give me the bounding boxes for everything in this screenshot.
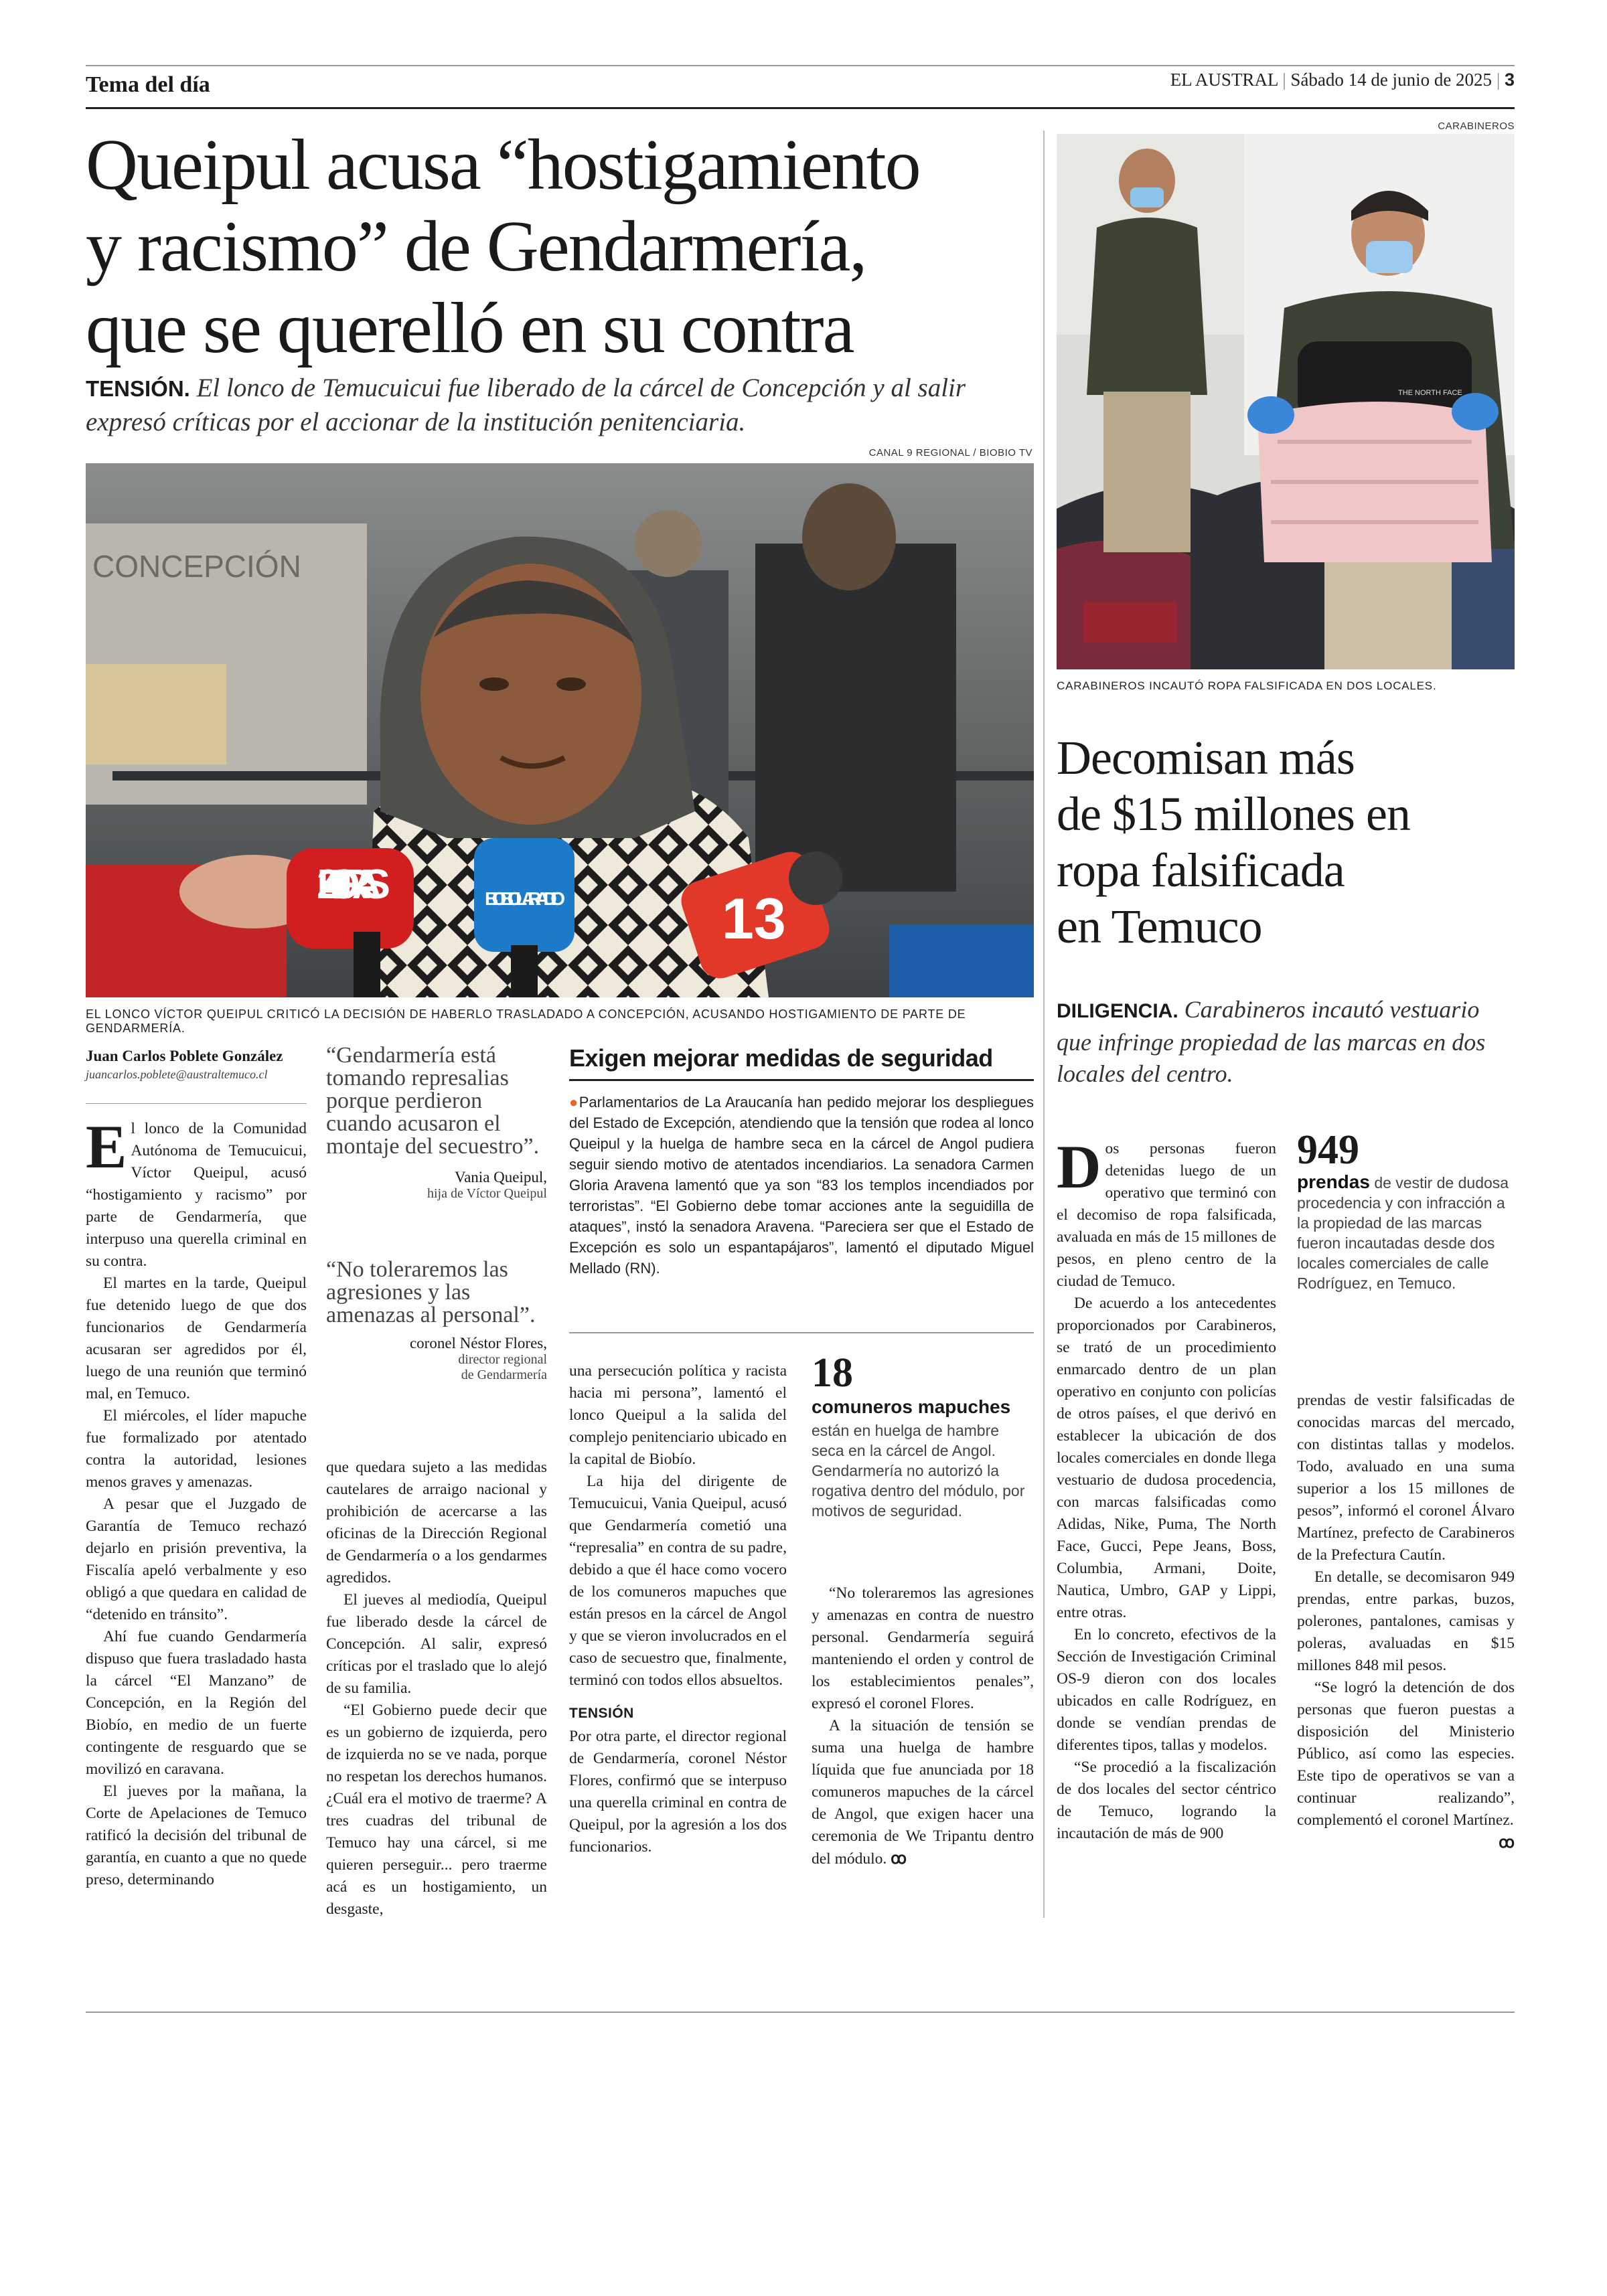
photo-credit: CANAL 9 REGIONAL / BIOBIO TV [868, 447, 1032, 459]
pull-quote-2 [326, 1258, 547, 1383]
footer-rule [86, 2012, 1515, 2013]
pull-quote-1-text: “Gendarmería está tomando represalias porque perdieron cuando acusaron el montaje del secuestro”. [326, 1043, 540, 1159]
right-headline-line-4: en Temuco [1057, 900, 1262, 953]
right-col1-p1: Dos personas fueron detenidas luego de un operativo que terminó con el decomiso de ropa falsificada, avaluada en más de 15 millones de pesos, en pleno centro de la ciudad de Temuco. [1057, 1133, 1276, 1290]
right-end-mark-icon: ꝏ [1499, 1833, 1515, 1851]
byline [86, 1048, 307, 1082]
stat-label-18: comuneros mapuches [812, 1396, 1011, 1417]
issue-date: Sábado 14 de junio de 2025 [1290, 70, 1493, 90]
jacket-logo: THE NORTH FACE [1398, 389, 1462, 397]
publication-name: EL AUSTRAL [1170, 70, 1278, 90]
headline-line-3: que se querelló en su contra [86, 289, 854, 368]
main-col4-p1: “No toleraremos las agresiones y amenazas en contra de nuestro personal. Gendarmería seguirá manteniendo el orden y control de los establecimientos penales”, expresó el coronel Flores. [812, 1584, 1034, 1712]
headline-line-2: y racismo” de Gendarmería, [86, 207, 866, 286]
stat-desc-949 [1297, 1172, 1515, 1293]
main-col1-p2: El martes en la tarde, Queipul fue detenido luego de que dos funcionarios de Gendarmería acusaran ser agredidos por él, luego de una reunión que terminó mal, en Temuco. [86, 1275, 307, 1402]
sidebar-bottom-rule [569, 1332, 1034, 1333]
main-photo-illustration [86, 463, 1034, 997]
sidebar-title: Exigen mejorar medidas de seguridad [569, 1044, 993, 1072]
sidebar-text [569, 1092, 1034, 1279]
pull-quote-2-role-2: de Gendarmería [461, 1368, 547, 1382]
stat-number-18: 18 [812, 1350, 853, 1396]
pull-quote-2-role-1: director regional [458, 1352, 547, 1367]
byline-email: juancarlos.poblete@australtemuco.cl [86, 1068, 268, 1081]
main-photo-caption: EL LONCO VÍCTOR QUEIPUL CRITICÓ LA DECISIÓN DE HABERLO TRASLADADO A CONCEPCIÓN, ACUSANDO HOSTIGAMIENTO DE PARTE DE GENDARMERÍA. [86, 1007, 966, 1035]
main-photo [86, 463, 1034, 997]
right-col2-p3: “Se logró la detención de dos personas que fueron puestas a disposición del Ministerio Público, así como las especies. Este tipo de operativos se van a continuar realizando”, complementó el coronel Martínez. [1297, 1679, 1515, 1829]
right-headline-line-3: ropa falsificada [1057, 843, 1345, 897]
sidebar-paragraph: Parlamentarios de La Araucanía han pedido mejorar los despliegues del Estado de Excepción, atendiendo que la tensión que rodea al lonco Queipul y la huelga de hambre seca en la cárcel de Angol pudiera seguir siendo motivo de atentados incendiarios. La senadora Carmen Gloria Aravena lamentó que ya son “83 los templos incendiados por terroristas”. “El Gobierno debe tomar acciones ante la seguidilla de ataques”, instó la senadora Aravena. “Pareciera ser que el Estado de Excepción es solo un espantapájaros”, lamentó el diputado Miguel Mellado (RN). [569, 1094, 1034, 1277]
kicker: TENSIÓN. [86, 376, 190, 401]
right-col2-p1: prendas de vestir falsificadas de conocidas marcas del mercado, con distintas tallas y modelos. Todo, avaluado en una suma superior a los 15 millones de pesos”, informó el coronel Álvaro Martínez, prefecto de Carabineros de la Prefectura Cautín. [1297, 1392, 1515, 1564]
right-photo-credit: CARABINEROS [1438, 120, 1515, 132]
main-col2-p3: “El Gobierno puede decir que es un gobierno de izquierda, pero de izquierda no se ve nada, porque no respetan los derechos humanos. ¿Cuál era el motivo de traerme? A tres cuadras del tribunal de Temuco hay una cárcel, si me quieren perseguir... pero traerme acá es un hostigamiento, un desgaste, [326, 1702, 547, 1918]
stat-box-949 [1297, 1128, 1515, 1293]
sidebar-bullet-icon: ● [569, 1094, 579, 1111]
main-col-1 [86, 1113, 307, 1891]
main-col3-subhead: TENSIÓN [569, 1706, 634, 1721]
right-headline [1057, 730, 1515, 955]
main-col1-p3: El miércoles, el líder mapuche fue formalizado por atentado contra la autoridad, lesiones menos graves y amenazas. [86, 1407, 307, 1491]
right-col-1 [1057, 1133, 1276, 1845]
byline-rule [86, 1103, 307, 1104]
right-photo-caption: CARABINEROS INCAUTÓ ROPA FALSIFICADA EN DOS LOCALES. [1057, 679, 1437, 692]
stat-text-18: están en huelga de hambre seca en la cárcel de Angol. Gendarmería no autorizó la rogativa dentro del módulo, por motivos de seguridad. [812, 1422, 1025, 1520]
main-col3-p2: La hija del dirigente de Temucuicui, Vania Queipul, acusó que Gendarmería cometió una “represalia” en contra de su padre, debido a que él hace como vocero de los comuneros mapuches que están presos en la cárcel de Angol y que se vieron involucrados en el caso de secuestro que, finalmente, terminó con todos ellos absueltos. [569, 1473, 787, 1689]
sidebar-box [569, 1044, 1034, 1279]
right-col1-p3: En lo concreto, efectivos de la Sección de Investigación Criminal OS-9 dieron con dos locales ubicados en calle Rodríguez, en donde se vendían prendas de diferentes tipos, tallas y modelos. [1057, 1626, 1276, 1754]
right-col1-p4: “Se procedió a la fiscalización de dos locales del sector céntrico de Temuco, logrando la incautación de más de 900 [1057, 1758, 1276, 1842]
deck-text: El lonco de Temucuicui fue liberado de la cárcel de Concepción y al salir expresó críticas por el accionar de la institución penitenciaria. [86, 374, 966, 436]
main-headline [86, 125, 1037, 370]
right-photo-illustration [1057, 134, 1515, 669]
column-divider-vertical [1043, 131, 1045, 1918]
svg-text:BIO BIO LA RADIO: BIO BIO LA RADIO [485, 888, 565, 909]
main-col1-p1: El lonco de la Comunidad Autónoma de Temucuicui, Víctor Queipul, acusó “hostigamiento y racismo” por parte de Gendarmería, que interpuso una querella criminal en su contra. [86, 1113, 307, 1270]
right-photo [1057, 134, 1515, 669]
stat-text-949: de vestir de dudosa procedencia y con infracción a la propiedad de las marcas fueron incautadas desde dos locales comerciales de calle Rodríguez, en Temuco. [1297, 1174, 1509, 1292]
svg-text:24 HORAS: 24 HORAS [317, 862, 390, 908]
page-number: 3 [1504, 70, 1515, 90]
main-col3-p1: una persecución política y racista hacia mi persona”, lamentó el lonco Queipul a la salida del complejo penitenciario ubicado en la capital de Biobío. [569, 1362, 787, 1468]
pull-quote-1 [326, 1044, 547, 1202]
right-headline-line-2: de $15 millones en [1057, 787, 1410, 841]
header-rule-top [86, 65, 1515, 66]
main-col3-p3: Por otra parte, el director regional de Gendarmería, coronel Néstor Flores, confirmó que se interpuso una querella criminal en contra de Queipul, por la agresión a los dos funcionarios. [569, 1728, 787, 1856]
pull-quote-2-author: coronel Néstor Flores, [409, 1335, 547, 1351]
section-label: Tema del día [86, 72, 210, 97]
main-col-2 [326, 1457, 547, 1920]
right-deck [1057, 994, 1515, 1090]
right-col2-p2: En detalle, se decomisaron 949 prendas, entre parkas, buzos, polerones, pantalones, camisas y poleras, avaluadas en $15 millones 848 mil pesos. [1297, 1568, 1515, 1674]
right-deck-text: Carabineros incautó vestuario que infringe propiedad de las marcas en dos locales del centro. [1057, 996, 1486, 1087]
right-col1-p2: De acuerdo a los antecedentes proporcionados por Carabineros, se trató de un procedimiento enmarcado dentro de un plan operativo en conjunto con policías de otros países, el que derivó en establecer la ubicación de dos locales comerciales en donde llega vestuario de dudosa procedencia, con marcas falsificadas como Adidas, Nike, Puma, The North Face, Gucci, Pepe Jeans, Boss, Columbia, Armani, Doite, Nautica, Umbro, GAP y Lippi, entre otras. [1057, 1295, 1276, 1621]
stat-number-949: 949 [1297, 1127, 1359, 1173]
header-rule [86, 107, 1515, 109]
main-col2-p1: que quedara sujeto a las medidas cautelares de arraigo nacional y prohibición de acercarse a las oficinas de la Dirección Regional de Gendarmería o a los gendarmes agredidos. [326, 1459, 547, 1586]
svg-text:13: 13 [722, 887, 786, 951]
main-deck [86, 372, 1037, 439]
main-col1-p4: A pesar que el Juzgado de Garantía de Temuco rechazó dejarlo en prisión preventiva, la Fiscalía apeló verbalmente y eso obligó a que quedara en calidad de “detenido en tránsito”. [86, 1495, 307, 1623]
right-headline-line-1: Decomisan más [1057, 731, 1355, 785]
wall-sign: CONCEPCIÓN [92, 549, 301, 584]
right-col-2 [1297, 1390, 1515, 1854]
stat-label-949: prendas [1297, 1171, 1370, 1192]
end-mark-icon: ꝏ [891, 1850, 907, 1867]
headline-line-1: Queipul acusa “hostigamiento [86, 125, 920, 205]
stat-box-18 [812, 1352, 1034, 1521]
pull-quote-2-text: “No toleraremos las agresiones y las amenazas al personal”. [326, 1257, 536, 1327]
main-col-3 [569, 1360, 787, 1858]
folio: EL AUSTRAL | Sábado 14 de junio de 2025 | 3 [1170, 70, 1515, 90]
main-col1-p5: Ahí fue cuando Gendarmería dispuso que fuera trasladado hasta la cárcel “El Manzano” de Concepción, en la Región del Biobío, en medio de un fuerte contingente de resguardo que se movilizó en caravana. [86, 1628, 307, 1778]
main-col2-p2: El jueves al mediodía, Queipul fue liberado desde la cárcel de Concepción. Al salir, expresó críticas por el traslado que lo alejó de su familia. [326, 1591, 547, 1697]
pull-quote-1-author: Vania Queipul, [455, 1169, 547, 1185]
pull-quote-1-role: hija de Víctor Queipul [427, 1186, 547, 1201]
main-col1-p6: El jueves por la mañana, la Corte de Apelaciones de Temuco ratificó la decisión del tribunal de garantía, en cuanto a que no quede preso, determinando [86, 1783, 307, 1888]
byline-name: Juan Carlos Poblete González [86, 1048, 283, 1064]
main-col4-p2: A la situación de tensión se suma una huelga de hambre líquida que fue anunciada por 18 comuneros mapuches de la cárcel de Angol, que exigen hacer una ceremonia de We Tripantu dentro del módulo. ꝏ [812, 1717, 1034, 1868]
right-kicker: DILIGENCIA. [1057, 1000, 1178, 1022]
main-col-4 [812, 1582, 1034, 1870]
